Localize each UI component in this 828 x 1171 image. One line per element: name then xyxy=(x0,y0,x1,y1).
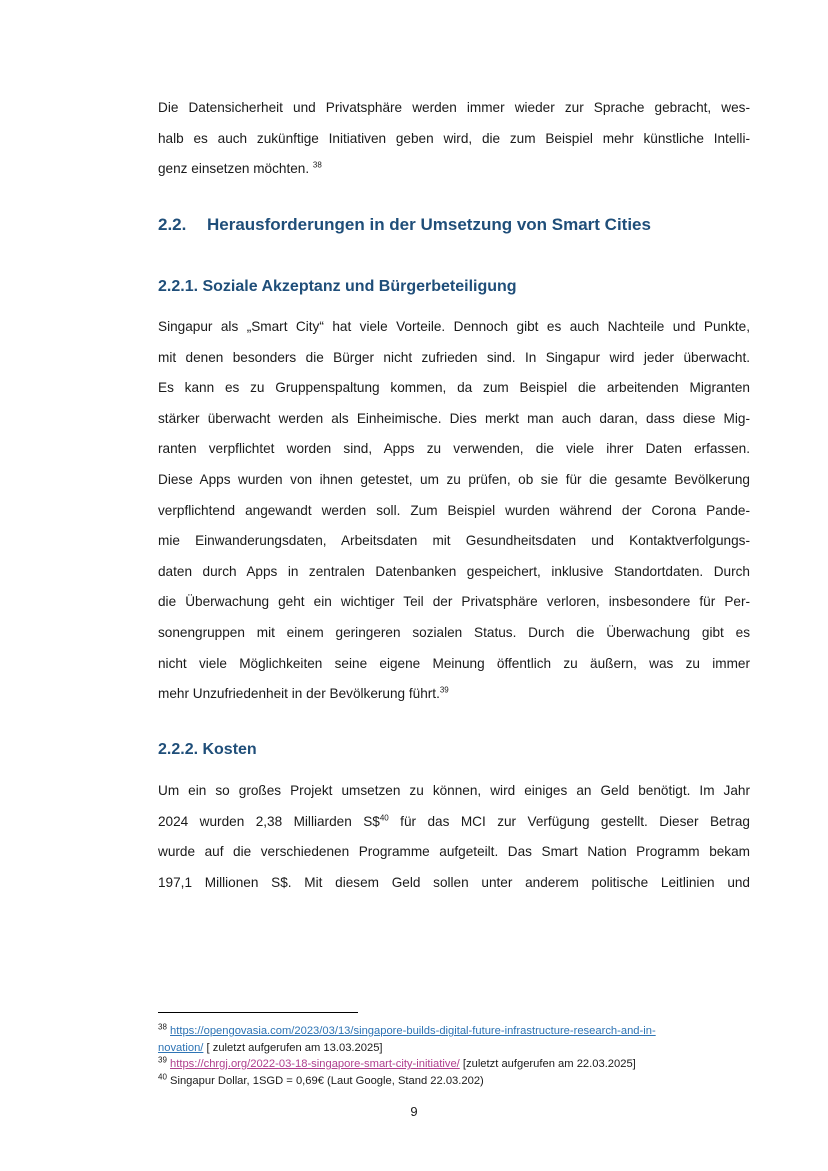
footnote-40: $^{40}$ Singapur Dollar, 1SGD = 0,69€ (Laut Google, Stand 22.03.202) xyxy=(158,1071,484,1087)
footnote-ref-39[interactable]: 39 xyxy=(439,685,449,695)
text-line: stärker überwacht werden als Einheimische. Dies merkt man auch daran, dass diese Mig- xyxy=(158,410,750,426)
page-number: 9 xyxy=(410,1104,418,1119)
paragraph-data-security xyxy=(158,93,750,185)
section-heading-2-2-1: 2.2.1. Soziale Akzeptanz und Bürgerbeteiligung xyxy=(158,278,517,295)
footnote-38-link[interactable]: https://opengovasia.com/2023/03/13/singapore-builds-digital-future-infrastructure-research-and-in- xyxy=(170,1025,656,1037)
text-line: Um ein so großes Projekt umsetzen zu können, wird einiges an Geld benötigt. Im Jahr xyxy=(158,783,750,798)
section-heading-2-2: 2.2. Herausforderungen in der Umsetzung von Smart Cities xyxy=(158,215,651,234)
text-line: halb es auch zukünftige Initiativen geben wird, die zum Beispiel mehr künstliche Intelli- xyxy=(158,130,750,146)
text-line: Singapur als „Smart City“ hat viele Vorteile. Dennoch gibt es auch Nachteile und Punkte, xyxy=(158,319,750,334)
footnote-38: $^{38}$ https://opengovasia.com/2023/03/13/singapore-builds-digital-future-infrastructure-research-and-in- xyxy=(158,1022,656,1037)
text-line: Diese Apps wurden von ihnen getestet, um zu prüfen, ob sie für die gesamte Bevölkerung xyxy=(158,471,750,487)
footnote-separator xyxy=(158,1012,358,1013)
paragraph-costs xyxy=(158,776,750,898)
footnote-39-link[interactable]: https://chrgj.org/2022-03-18-singapore-smart-city-initiative/ xyxy=(170,1058,460,1070)
footnote-38-link-cont[interactable]: novation/ xyxy=(158,1041,204,1054)
text-line: daten durch Apps in zentralen Datenbanken gespeichert, inklusive Standortdaten. Durch xyxy=(158,563,750,579)
text-line: mit denen besonders die Bürger nicht zufrieden sind. In Singapur wird jeder überwacht. xyxy=(158,349,750,365)
text-line: genz einsetzen möchten. $^{38}$ xyxy=(158,160,322,177)
footnote-ref-40[interactable]: 40 xyxy=(379,813,389,823)
text-line: die Überwachung geht ein wichtiger Teil der Privatsphäre verloren, insbesondere für Per- xyxy=(158,594,750,610)
text-line: wurde auf die verschiedenen Programme aufgeteilt. Das Smart Nation Programm bekam xyxy=(158,844,750,860)
text-line: 197,1 Millionen S$. Mit diesem Geld sollen unter anderem politische Leitlinien und xyxy=(158,874,750,890)
footnote-ref-38[interactable]: 38 xyxy=(312,160,322,170)
footnote-38-cont: novation/ [ zuletzt aufgerufen am 13.03.2025] xyxy=(158,1041,383,1054)
text-line: verpflichtend angewandt werden soll. Zum Beispiel wurden während der Corona Pande- xyxy=(158,502,750,518)
text-line: nicht viele Möglichkeiten seine eigene Meinung öffentlich zu äußern, was zu immer xyxy=(158,655,750,671)
text-line: Die Datensicherheit und Privatsphäre werden immer wieder zur Sprache gebracht, wes- xyxy=(158,100,750,115)
text-line: mie Einwanderungsdaten, Arbeitsdaten mit Gesundheitsdaten und Kontaktverfolgungs- xyxy=(158,533,750,549)
section-heading-2-2-2: 2.2.2. Kosten xyxy=(158,741,257,758)
footnotes xyxy=(158,1023,758,1089)
footnote-39: $^{39}$ https://chrgj.org/2022-03-18-singapore-smart-city-initiative/ [zuletzt aufgerufen am 22.03.2025] xyxy=(158,1055,636,1070)
text-line: 2024 wurden 2,38 Milliarden S\$$^{40}$ für das MCI zur Verfügung gestellt. Dieser Betrag xyxy=(158,813,750,829)
text-line: mehr Unzufriedenheit in der Bevölkerung führt.$^{39}$ xyxy=(158,685,449,702)
text-line: Es kann es zu Gruppenspaltung kommen, da zum Beispiel die arbeitenden Migranten xyxy=(158,380,750,396)
text-line: sonengruppen mit einem geringeren sozialen Status. Durch die Überwachung gibt es xyxy=(158,624,750,640)
paragraph-social-acceptance xyxy=(158,312,750,710)
text-line: ranten verpflichtet worden sind, Apps zu verwenden, die viele ihrer Daten erfassen. xyxy=(158,441,750,457)
